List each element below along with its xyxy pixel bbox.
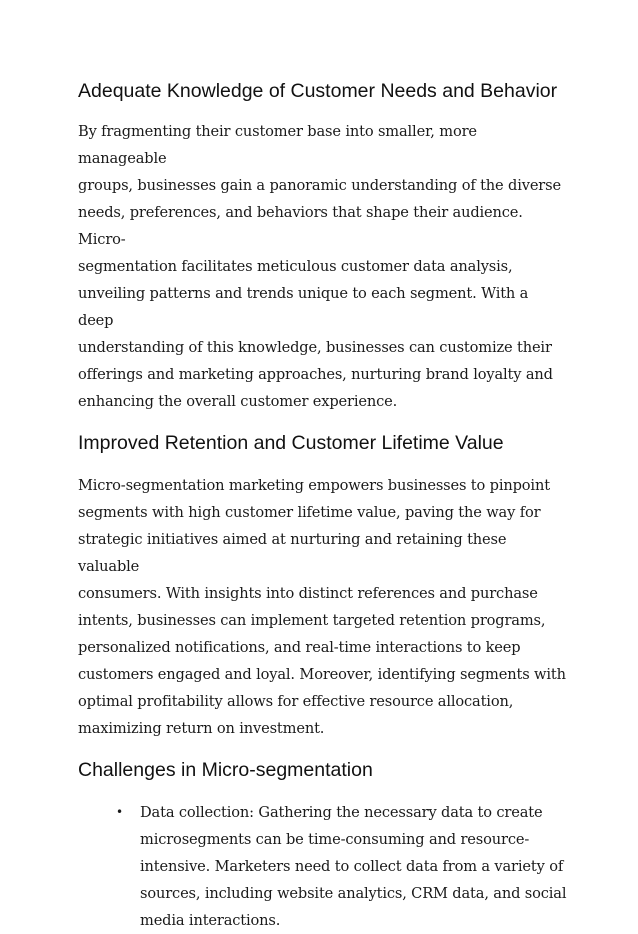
text-line: optimal profitability allows for effective resource allocation, <box>78 693 514 710</box>
text-line: unveiling patterns and trends unique to each segment. With a deep <box>78 285 529 329</box>
text-line: intents, businesses can implement targeted retention programs, <box>78 612 546 629</box>
text-line: consumers. With insights into distinct references and purchase <box>78 585 538 602</box>
text-line: personalized notifications, and real-time interactions to keep <box>78 639 521 656</box>
text-line: enhancing the overall customer experience. <box>78 393 398 410</box>
text-line: strategic initiatives aimed at nurturing and retaining these valuable <box>78 531 507 575</box>
paragraph-customer-knowledge <box>78 118 568 415</box>
section-heading-customer-knowledge: Adequate Knowledge of Customer Needs and Behavior <box>78 80 558 102</box>
text-line: intensive. Marketers need to collect data from a variety of <box>140 858 564 875</box>
text-line: media interactions. <box>140 912 281 929</box>
section-heading-retention: Improved Retention and Customer Lifetime Value <box>78 432 504 454</box>
text-line: customers engaged and loyal. Moreover, identifying segments with <box>78 666 566 683</box>
challenges-list <box>78 799 568 934</box>
text-line: sources, including website analytics, CRM data, and social <box>140 885 567 902</box>
list-item <box>116 799 568 934</box>
text-line: Micro-segmentation marketing empowers businesses to pinpoint <box>78 477 550 494</box>
text-line: offerings and marketing approaches, nurturing brand loyalty and <box>78 366 553 383</box>
text-line: needs, preferences, and behaviors that shape their audience. Micro- <box>78 204 523 248</box>
paragraph-retention <box>78 472 568 742</box>
text-line: groups, businesses gain a panoramic understanding of the diverse <box>78 177 561 194</box>
text-line: microsegments can be time-consuming and resource- <box>140 831 530 848</box>
text-line: By fragmenting their customer base into smaller, more manageable <box>78 123 477 167</box>
text-line: understanding of this knowledge, businesses can customize their <box>78 339 552 356</box>
document-content <box>78 78 568 934</box>
section-heading-challenges: Challenges in Micro-segmentation <box>78 759 373 781</box>
bullet-icon: • <box>116 805 123 819</box>
text-line: segments with high customer lifetime value, paving the way for <box>78 504 541 521</box>
text-line: maximizing return on investment. <box>78 720 325 737</box>
text-line: segmentation facilitates meticulous customer data analysis, <box>78 258 513 275</box>
text-line: Data collection: Gathering the necessary data to create <box>140 804 543 821</box>
